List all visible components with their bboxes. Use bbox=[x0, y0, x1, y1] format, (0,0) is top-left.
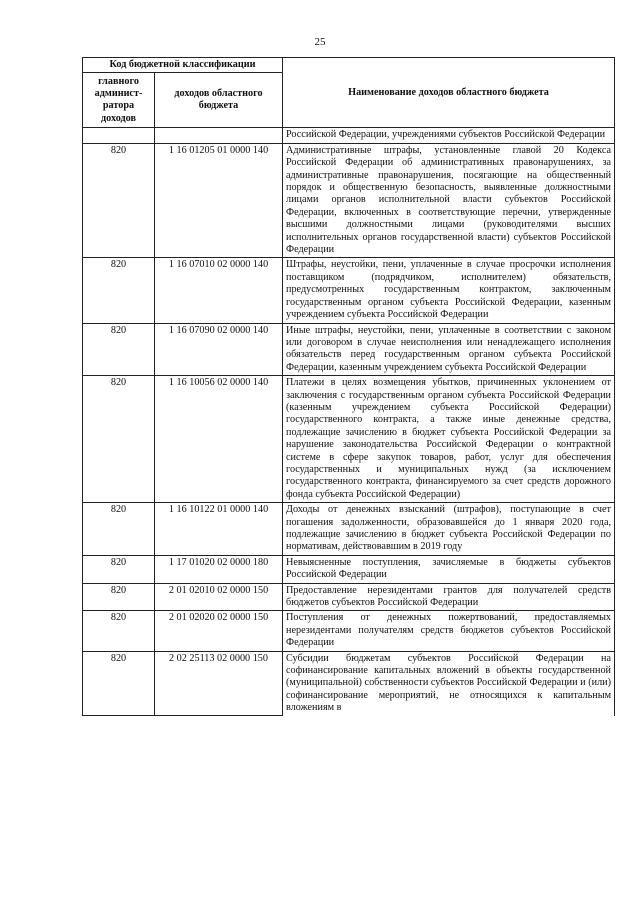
admin-code-cell: 820 bbox=[83, 258, 155, 323]
budget-classification-table bbox=[82, 57, 615, 716]
revenue-name-cell: Иные штрафы, неустойки, пени, уплаченные в соответствии с законом или договором в случае неисполнения или ненадлежащего исполнения обязательств перед государственным органом субъекта Российской Федерации, казенным учреждением субъекта Российской Федерации bbox=[283, 323, 615, 376]
admin-code-cell: 820 bbox=[83, 611, 155, 651]
admin-code-cell bbox=[83, 128, 155, 143]
table-row bbox=[83, 583, 615, 611]
admin-code-cell: 820 bbox=[83, 583, 155, 611]
header-budget-classification-code: Код бюджетной классификации bbox=[83, 58, 283, 73]
revenue-name-cell: Невыясненные поступления, зачисляемые в бюджеты субъектов Российской Федерации bbox=[283, 555, 615, 583]
table-row bbox=[83, 128, 615, 143]
revenue-code-cell: 1 16 01205 01 0000 140 bbox=[155, 143, 283, 258]
header-revenue-name-text: Наименование доходов областного бюджета bbox=[348, 87, 549, 99]
revenue-name-cell: Российской Федерации, учреждениями субъектов Российской Федерации bbox=[283, 128, 615, 143]
revenue-code-cell: 1 16 10122 01 0000 140 bbox=[155, 503, 283, 556]
table-row bbox=[83, 323, 615, 376]
header-revenue-name bbox=[283, 58, 615, 128]
admin-code-cell: 820 bbox=[83, 555, 155, 583]
header-regional-budget-revenue: доходов областного бюджета bbox=[155, 73, 283, 128]
table-row bbox=[83, 555, 615, 583]
revenue-code-cell: 1 16 10056 02 0000 140 bbox=[155, 376, 283, 503]
revenue-name-cell: Предоставление нерезидентами грантов для получателей средств бюджетов субъектов Российской Федерации bbox=[283, 583, 615, 611]
admin-code-cell: 820 bbox=[83, 376, 155, 503]
revenue-code-cell: 1 17 01020 02 0000 180 bbox=[155, 555, 283, 583]
table-row bbox=[83, 503, 615, 556]
revenue-code-cell: 2 02 25113 02 0000 150 bbox=[155, 651, 283, 716]
revenue-name-cell: Административные штрафы, установленные главой 20 Кодекса Российской Федерации об административных правонарушениях, за административные правонарушения, посягающие на общественный порядок и общественную безопасность, выявленные должностными лицами органов исполнительной власти субъектов Российской Федерации, включенных в соответствующие перечни, утвержденные высшими должностными лицами (руководителями высших исполнительных органов государственной власти) субъектов Российской Федерации bbox=[283, 143, 615, 258]
revenue-code-cell: 1 16 07090 02 0000 140 bbox=[155, 323, 283, 376]
admin-code-cell: 820 bbox=[83, 323, 155, 376]
admin-code-cell: 820 bbox=[83, 143, 155, 258]
table-row bbox=[83, 651, 615, 716]
header-chief-administrator: главного админист-ратора доходов bbox=[83, 73, 155, 128]
revenue-name-cell: Поступления от денежных пожертвований, предоставляемых нерезидентами получателям средств бюджетов субъектов Российской Федерации bbox=[283, 611, 615, 651]
revenue-code-cell: 2 01 02010 02 0000 150 bbox=[155, 583, 283, 611]
revenue-code-cell bbox=[155, 128, 283, 143]
table-row bbox=[83, 258, 615, 323]
page-number: 25 bbox=[314, 36, 326, 48]
revenue-name-cell: Штрафы, неустойки, пени, уплаченные в случае просрочки исполнения поставщиком (подрядчиком, исполнителем) обязательств, предусмотренных государственным контрактом, заключенным государственным органом субъекта Российской Федерации, казенным учреждением субъекта Российской Федерации bbox=[283, 258, 615, 323]
revenue-code-cell: 1 16 07010 02 0000 140 bbox=[155, 258, 283, 323]
revenue-name-cell: Платежи в целях возмещения убытков, причиненных уклонением от заключения с государственным органом субъекта Российской Федерации (казенным учреждением субъекта Российской Федерации) государственного контракта, а также иные денежные средства, подлежащие зачислению в бюджет субъекта Российской Федерации за нарушение законодательства Российской Федерации о контрактной системе в сфере закупок товаров, работ, услуг для обеспечения государственных и муниципальных нужд (за исключением государственного контракта, финансируемого за счет средств дорожного фонда субъекта Российской Федерации) bbox=[283, 376, 615, 503]
table-row bbox=[83, 376, 615, 503]
revenue-name-cell: Доходы от денежных взысканий (штрафов), поступающие в счет погашения задолженности, образовавшейся до 1 января 2020 года, подлежащие зачислению в бюджет субъекта Российской Федерации по нормативам, действовавшим в 2019 году bbox=[283, 503, 615, 556]
admin-code-cell: 820 bbox=[83, 503, 155, 556]
revenue-code-cell: 2 01 02020 02 0000 150 bbox=[155, 611, 283, 651]
revenue-name-cell: Субсидии бюджетам субъектов Российской Федерации на софинансирование капитальных вложений в объекты государственной (муниципальной) собственности субъектов Российской Федерации и (или) софинансирование мероприятий, не относящихся к капитальным вложениям в bbox=[283, 651, 615, 716]
table-row bbox=[83, 611, 615, 651]
table-row bbox=[83, 143, 615, 258]
admin-code-cell: 820 bbox=[83, 651, 155, 716]
